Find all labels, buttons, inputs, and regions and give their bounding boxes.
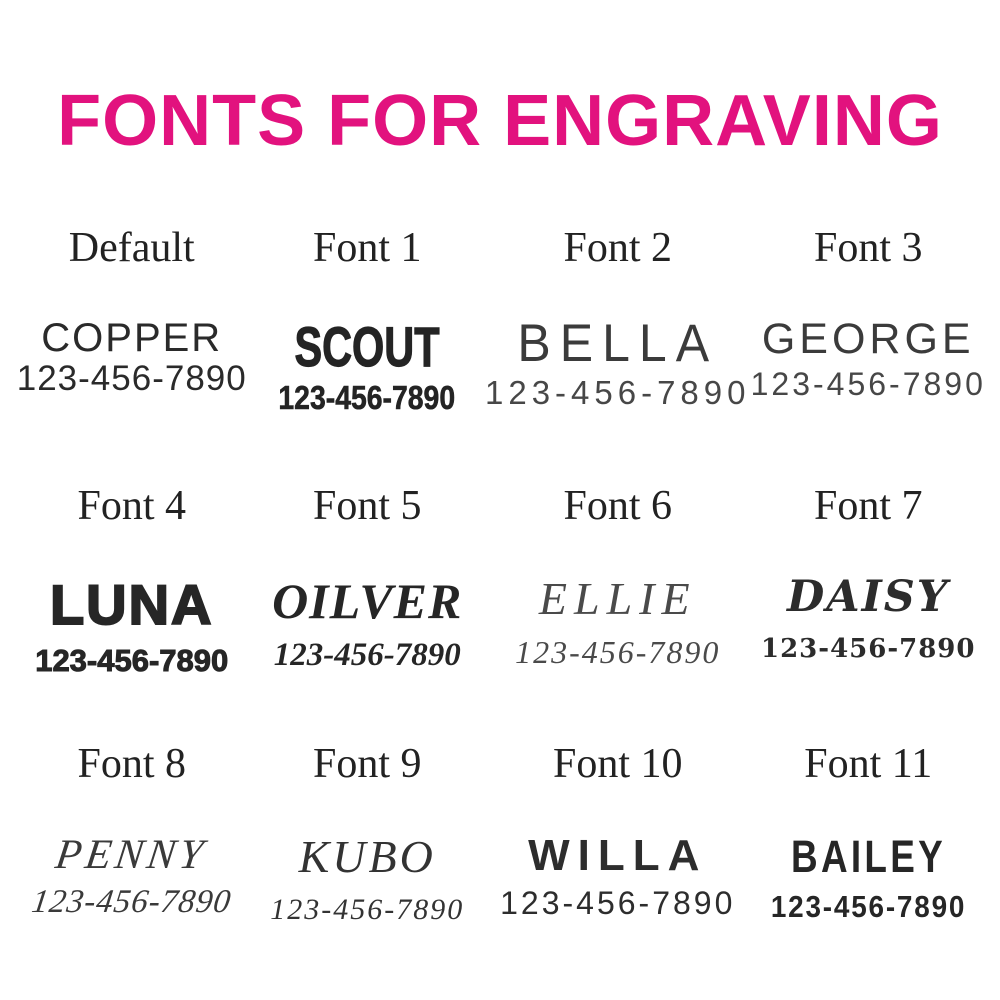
cell-font-8 (14, 730, 249, 988)
font-sample-name: ELLIE (538, 573, 697, 624)
font-sample-number: 123-456-7890 (273, 637, 461, 673)
font-label: Font 6 (563, 483, 672, 529)
cell-font-3 (751, 214, 987, 472)
cell-font-5 (249, 472, 485, 730)
cell-font-11 (751, 730, 987, 988)
font-sample-name: KUBO (298, 831, 436, 882)
font-label: Font 4 (77, 483, 186, 529)
font-sample-name: SCOUT (294, 315, 440, 378)
font-label: Font 3 (813, 225, 923, 271)
font-sample-number: 123-456-7890 (35, 642, 229, 678)
font-sample-name: WILLA (528, 831, 708, 880)
font-sample-name: BAILEY (790, 831, 946, 882)
cell-font-7 (751, 472, 987, 730)
cell-font-10 (485, 730, 751, 988)
font-label: Font 10 (552, 741, 683, 787)
font-sample-number: 123-456-7890 (750, 366, 986, 403)
font-sample-number: 123-456-7890 (500, 885, 736, 922)
font-label: Font 2 (563, 225, 672, 271)
font-sample-number: 123-456-7890 (29, 884, 234, 921)
font-label: Default (68, 225, 195, 271)
font-grid (0, 214, 1000, 988)
font-sample-name: DAISY (786, 572, 950, 622)
font-sample-name: BELLA (517, 313, 719, 373)
cell-font-1 (249, 214, 485, 472)
font-label: Font 1 (312, 225, 422, 271)
font-sample-number: 123-456-7890 (515, 633, 721, 670)
font-label: Font 7 (813, 483, 923, 529)
font-sample-number: 123-456-7890 (484, 374, 751, 411)
font-sample-name: COPPER (41, 316, 223, 360)
font-sample-number: 123-456-7890 (270, 892, 465, 926)
font-label: Font 9 (312, 741, 422, 787)
font-sample-number: 123-456-7890 (770, 888, 966, 924)
font-sample-name: PENNY (53, 832, 211, 878)
font-sample-number: 123-456-7890 (278, 378, 456, 416)
font-label: Font 11 (804, 741, 933, 787)
font-sample-number: 123-456-7890 (761, 634, 976, 665)
cell-font-4 (14, 472, 249, 730)
cell-font-9 (249, 730, 485, 988)
font-sample-name: GEORGE (761, 315, 975, 363)
font-sample-number: 123-456-7890 (16, 359, 247, 398)
font-sample-name: LUNA (49, 573, 214, 636)
cell-default (14, 214, 249, 472)
page-title: FONTS FOR ENGRAVING (57, 81, 943, 161)
font-label: Font 5 (312, 483, 422, 529)
font-label: Font 8 (77, 741, 186, 787)
cell-font-2 (485, 214, 751, 472)
font-sample-name: OILVER (272, 573, 463, 629)
cell-font-6 (485, 472, 751, 730)
